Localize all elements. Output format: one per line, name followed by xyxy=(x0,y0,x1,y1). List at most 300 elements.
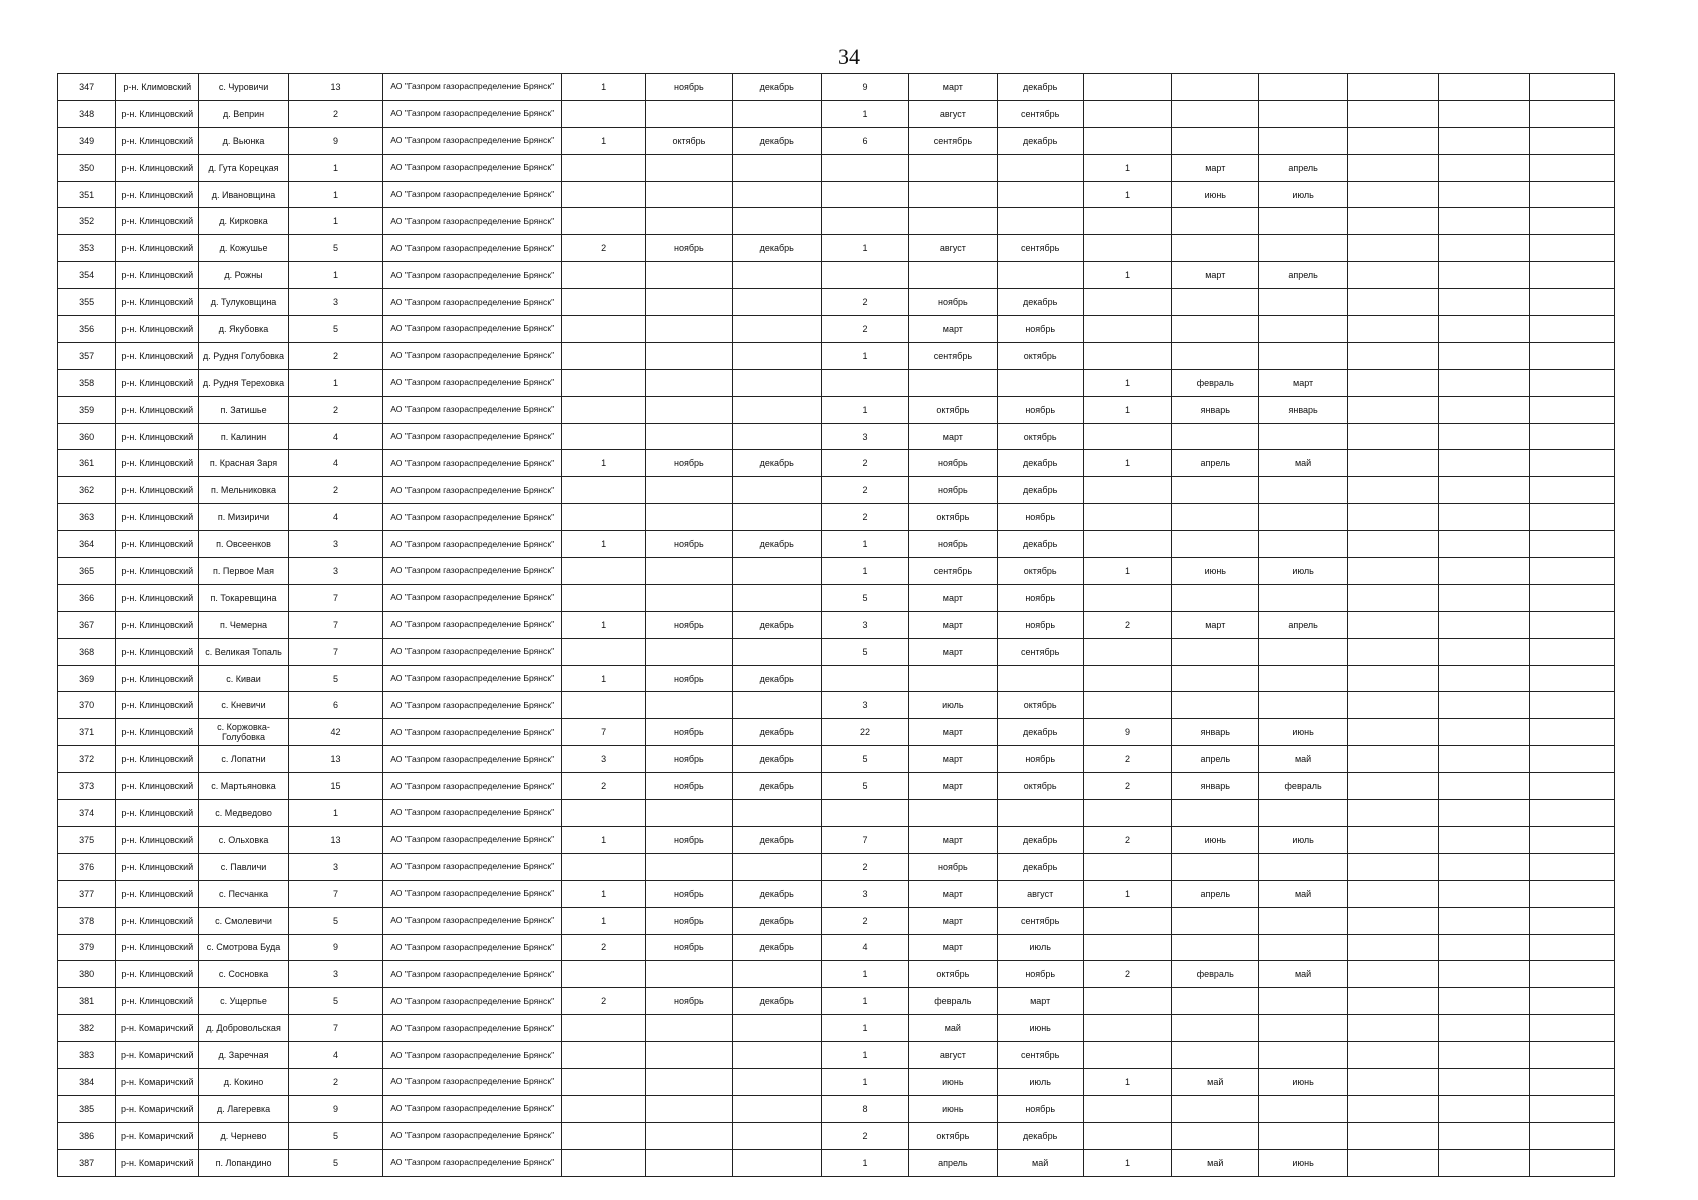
cell-settlement: п. Мизиричи xyxy=(199,504,288,531)
cell-count: 5 xyxy=(288,235,383,262)
cell-count: 4 xyxy=(288,423,383,450)
cell-row-number: 382 xyxy=(58,1015,116,1042)
cell-extra-col-2 xyxy=(1439,369,1529,396)
cell-stage1-end: декабрь xyxy=(732,719,821,746)
cell-count: 13 xyxy=(288,746,383,773)
cell-stage3-start xyxy=(1172,907,1259,934)
cell-stage3-count: 1 xyxy=(1083,369,1171,396)
cell-row-number: 386 xyxy=(58,1122,116,1149)
cell-organization: АО "Газпром газораспределение Брянск" xyxy=(383,907,562,934)
cell-extra-col-2 xyxy=(1439,504,1529,531)
cell-extra-col-3 xyxy=(1529,450,1614,477)
cell-stage1-end xyxy=(732,100,821,127)
cell-settlement: д. Добровольская xyxy=(199,1015,288,1042)
data-table xyxy=(57,73,1615,1177)
cell-settlement: д. Вьюнка xyxy=(199,127,288,154)
cell-stage1-count xyxy=(562,1122,646,1149)
cell-stage3-end xyxy=(1259,477,1347,504)
cell-district: р-н. Клинцовский xyxy=(116,934,199,961)
cell-stage3-end: май xyxy=(1259,746,1347,773)
cell-count: 5 xyxy=(288,907,383,934)
cell-stage1-end: декабрь xyxy=(732,934,821,961)
cell-stage2-count: 2 xyxy=(821,450,908,477)
cell-stage1-count: 1 xyxy=(562,531,646,558)
cell-stage1-end xyxy=(732,1042,821,1069)
cell-extra-col-2 xyxy=(1439,396,1529,423)
table-row xyxy=(58,1015,1615,1042)
cell-organization: АО "Газпром газораспределение Брянск" xyxy=(383,289,562,316)
cell-stage3-start xyxy=(1172,477,1259,504)
cell-stage1-start xyxy=(646,1042,732,1069)
cell-stage3-start xyxy=(1172,638,1259,665)
cell-count: 3 xyxy=(288,961,383,988)
cell-stage3-start xyxy=(1172,692,1259,719)
cell-stage2-start: март xyxy=(909,880,997,907)
cell-district: р-н. Клинцовский xyxy=(116,719,199,746)
cell-stage3-start: март xyxy=(1172,154,1259,181)
cell-stage1-end: декабрь xyxy=(732,773,821,800)
cell-stage3-end xyxy=(1259,692,1347,719)
cell-stage2-end: октябрь xyxy=(997,558,1083,585)
cell-stage3-count: 1 xyxy=(1083,181,1171,208)
cell-district: р-н. Клинцовский xyxy=(116,262,199,289)
cell-stage3-end xyxy=(1259,208,1347,235)
cell-stage1-end xyxy=(732,396,821,423)
cell-stage2-count: 6 xyxy=(821,127,908,154)
cell-extra-col-1 xyxy=(1347,74,1438,101)
cell-district: р-н. Клинцовский xyxy=(116,907,199,934)
cell-extra-col-1 xyxy=(1347,342,1438,369)
cell-stage1-count: 2 xyxy=(562,235,646,262)
cell-stage3-count xyxy=(1083,907,1171,934)
cell-stage3-end xyxy=(1259,800,1347,827)
cell-stage3-end xyxy=(1259,934,1347,961)
cell-stage3-start xyxy=(1172,1042,1259,1069)
cell-stage2-end xyxy=(997,262,1083,289)
cell-extra-col-3 xyxy=(1529,1149,1614,1176)
cell-stage1-count xyxy=(562,181,646,208)
cell-stage2-start: февраль xyxy=(909,988,997,1015)
cell-stage2-start: июль xyxy=(909,692,997,719)
cell-organization: АО "Газпром газораспределение Брянск" xyxy=(383,988,562,1015)
cell-stage1-start xyxy=(646,316,732,343)
cell-count: 2 xyxy=(288,396,383,423)
cell-organization: АО "Газпром газораспределение Брянск" xyxy=(383,396,562,423)
cell-stage1-count xyxy=(562,396,646,423)
cell-stage1-start: ноябрь xyxy=(646,934,732,961)
cell-stage1-end: декабрь xyxy=(732,450,821,477)
cell-extra-col-2 xyxy=(1439,450,1529,477)
cell-stage3-count: 1 xyxy=(1083,1149,1171,1176)
cell-stage1-count xyxy=(562,584,646,611)
cell-extra-col-1 xyxy=(1347,1095,1438,1122)
table-row xyxy=(58,800,1615,827)
cell-count: 1 xyxy=(288,208,383,235)
cell-stage3-start xyxy=(1172,584,1259,611)
cell-stage3-start: февраль xyxy=(1172,369,1259,396)
cell-count: 7 xyxy=(288,584,383,611)
cell-stage2-end xyxy=(997,208,1083,235)
cell-row-number: 374 xyxy=(58,800,116,827)
cell-stage3-end xyxy=(1259,665,1347,692)
cell-stage3-start: май xyxy=(1172,1068,1259,1095)
cell-extra-col-3 xyxy=(1529,1122,1614,1149)
cell-settlement: п. Затишье xyxy=(199,396,288,423)
cell-district: р-н. Клинцовский xyxy=(116,584,199,611)
cell-row-number: 385 xyxy=(58,1095,116,1122)
cell-extra-col-2 xyxy=(1439,638,1529,665)
cell-stage3-start xyxy=(1172,289,1259,316)
cell-count: 13 xyxy=(288,826,383,853)
cell-settlement: д. Кокино xyxy=(199,1068,288,1095)
cell-stage1-count xyxy=(562,961,646,988)
cell-stage1-start xyxy=(646,289,732,316)
cell-settlement: п. Овсеенков xyxy=(199,531,288,558)
cell-settlement: с. Киваи xyxy=(199,665,288,692)
cell-extra-col-1 xyxy=(1347,181,1438,208)
table-row xyxy=(58,961,1615,988)
cell-row-number: 379 xyxy=(58,934,116,961)
cell-extra-col-2 xyxy=(1439,235,1529,262)
cell-settlement: д. Кожушье xyxy=(199,235,288,262)
cell-settlement: д. Заречная xyxy=(199,1042,288,1069)
cell-extra-col-2 xyxy=(1439,773,1529,800)
cell-stage2-end: декабрь xyxy=(997,74,1083,101)
cell-stage2-count: 1 xyxy=(821,531,908,558)
cell-row-number: 377 xyxy=(58,880,116,907)
cell-extra-col-1 xyxy=(1347,853,1438,880)
cell-count: 42 xyxy=(288,719,383,746)
cell-stage3-start: апрель xyxy=(1172,450,1259,477)
cell-count: 2 xyxy=(288,100,383,127)
cell-stage2-start: август xyxy=(909,235,997,262)
cell-stage1-start xyxy=(646,181,732,208)
cell-stage2-end: декабрь xyxy=(997,853,1083,880)
cell-stage1-count: 2 xyxy=(562,988,646,1015)
cell-organization: АО "Газпром газораспределение Брянск" xyxy=(383,1015,562,1042)
cell-stage1-end: декабрь xyxy=(732,74,821,101)
cell-extra-col-1 xyxy=(1347,746,1438,773)
cell-district: р-н. Клинцовский xyxy=(116,127,199,154)
cell-count: 2 xyxy=(288,477,383,504)
cell-stage2-start: март xyxy=(909,584,997,611)
cell-stage2-start xyxy=(909,369,997,396)
cell-extra-col-1 xyxy=(1347,961,1438,988)
cell-row-number: 365 xyxy=(58,558,116,585)
cell-stage1-count xyxy=(562,1068,646,1095)
cell-stage3-start xyxy=(1172,127,1259,154)
cell-stage1-count: 3 xyxy=(562,746,646,773)
cell-district: р-н. Клинцовский xyxy=(116,477,199,504)
cell-stage2-end xyxy=(997,154,1083,181)
table-row xyxy=(58,907,1615,934)
cell-organization: АО "Газпром газораспределение Брянск" xyxy=(383,342,562,369)
cell-stage3-start: июнь xyxy=(1172,558,1259,585)
cell-stage1-count xyxy=(562,1042,646,1069)
cell-stage2-end: июль xyxy=(997,934,1083,961)
cell-stage1-end: декабрь xyxy=(732,531,821,558)
cell-stage2-count xyxy=(821,154,908,181)
cell-count: 4 xyxy=(288,1042,383,1069)
cell-extra-col-1 xyxy=(1347,262,1438,289)
cell-stage1-end xyxy=(732,692,821,719)
cell-stage2-end: ноябрь xyxy=(997,1095,1083,1122)
cell-extra-col-3 xyxy=(1529,531,1614,558)
cell-stage3-end xyxy=(1259,235,1347,262)
cell-extra-col-3 xyxy=(1529,1068,1614,1095)
cell-extra-col-3 xyxy=(1529,934,1614,961)
cell-extra-col-3 xyxy=(1529,773,1614,800)
cell-extra-col-3 xyxy=(1529,181,1614,208)
cell-district: р-н. Клинцовский xyxy=(116,692,199,719)
cell-row-number: 360 xyxy=(58,423,116,450)
cell-stage2-end: декабрь xyxy=(997,477,1083,504)
cell-stage2-end: октябрь xyxy=(997,423,1083,450)
cell-row-number: 362 xyxy=(58,477,116,504)
cell-count: 3 xyxy=(288,853,383,880)
cell-extra-col-1 xyxy=(1347,773,1438,800)
cell-stage2-start: март xyxy=(909,907,997,934)
cell-count: 1 xyxy=(288,154,383,181)
cell-organization: АО "Газпром газораспределение Брянск" xyxy=(383,1042,562,1069)
cell-stage1-start xyxy=(646,800,732,827)
cell-stage3-end: июль xyxy=(1259,181,1347,208)
cell-extra-col-2 xyxy=(1439,262,1529,289)
cell-stage3-count xyxy=(1083,504,1171,531)
cell-stage3-count xyxy=(1083,638,1171,665)
cell-stage2-count: 3 xyxy=(821,880,908,907)
cell-extra-col-1 xyxy=(1347,369,1438,396)
cell-stage2-start: март xyxy=(909,316,997,343)
cell-stage3-start xyxy=(1172,1122,1259,1149)
cell-extra-col-1 xyxy=(1347,665,1438,692)
cell-stage1-end: декабрь xyxy=(732,127,821,154)
cell-stage1-count xyxy=(562,154,646,181)
cell-extra-col-3 xyxy=(1529,719,1614,746)
cell-stage1-count xyxy=(562,558,646,585)
cell-stage3-start xyxy=(1172,1015,1259,1042)
cell-extra-col-2 xyxy=(1439,531,1529,558)
cell-stage1-start: ноябрь xyxy=(646,746,732,773)
cell-stage2-start: октябрь xyxy=(909,1122,997,1149)
cell-extra-col-2 xyxy=(1439,692,1529,719)
cell-stage3-end: май xyxy=(1259,450,1347,477)
cell-district: р-н. Клинцовский xyxy=(116,450,199,477)
cell-stage2-count xyxy=(821,800,908,827)
cell-district: р-н. Клинцовский xyxy=(116,423,199,450)
cell-stage3-start xyxy=(1172,853,1259,880)
cell-row-number: 375 xyxy=(58,826,116,853)
cell-stage1-start xyxy=(646,369,732,396)
cell-stage2-count: 2 xyxy=(821,504,908,531)
cell-stage3-start xyxy=(1172,235,1259,262)
cell-settlement: с. Кневичи xyxy=(199,692,288,719)
cell-stage2-count: 2 xyxy=(821,907,908,934)
cell-stage2-count: 2 xyxy=(821,853,908,880)
cell-stage1-start: ноябрь xyxy=(646,665,732,692)
cell-settlement: д. Гута Корецкая xyxy=(199,154,288,181)
cell-organization: АО "Газпром газораспределение Брянск" xyxy=(383,773,562,800)
cell-district: р-н. Клинцовский xyxy=(116,611,199,638)
cell-extra-col-2 xyxy=(1439,1042,1529,1069)
cell-stage1-start: ноябрь xyxy=(646,907,732,934)
cell-stage2-count: 5 xyxy=(821,638,908,665)
cell-settlement: д. Рудня Тереховка xyxy=(199,369,288,396)
table-row xyxy=(58,450,1615,477)
cell-stage1-end xyxy=(732,154,821,181)
cell-stage2-start: март xyxy=(909,74,997,101)
cell-stage2-start: март xyxy=(909,773,997,800)
cell-stage1-start xyxy=(646,1015,732,1042)
cell-count: 1 xyxy=(288,369,383,396)
cell-stage2-start xyxy=(909,262,997,289)
cell-row-number: 381 xyxy=(58,988,116,1015)
cell-extra-col-2 xyxy=(1439,826,1529,853)
cell-extra-col-1 xyxy=(1347,1149,1438,1176)
cell-extra-col-3 xyxy=(1529,154,1614,181)
cell-stage2-count xyxy=(821,665,908,692)
cell-stage1-end xyxy=(732,1015,821,1042)
cell-extra-col-3 xyxy=(1529,961,1614,988)
cell-extra-col-3 xyxy=(1529,826,1614,853)
cell-extra-col-1 xyxy=(1347,988,1438,1015)
table-row xyxy=(58,100,1615,127)
cell-stage2-start: август xyxy=(909,1042,997,1069)
cell-settlement: д. Рудня Голубовка xyxy=(199,342,288,369)
cell-settlement: д. Лагеревка xyxy=(199,1095,288,1122)
cell-extra-col-1 xyxy=(1347,826,1438,853)
cell-stage3-start xyxy=(1172,316,1259,343)
cell-extra-col-2 xyxy=(1439,289,1529,316)
cell-stage2-start xyxy=(909,181,997,208)
cell-stage2-start: май xyxy=(909,1015,997,1042)
cell-extra-col-2 xyxy=(1439,1095,1529,1122)
cell-stage2-count: 1 xyxy=(821,961,908,988)
cell-row-number: 370 xyxy=(58,692,116,719)
cell-extra-col-1 xyxy=(1347,531,1438,558)
cell-organization: АО "Газпром газораспределение Брянск" xyxy=(383,611,562,638)
cell-row-number: 363 xyxy=(58,504,116,531)
cell-extra-col-3 xyxy=(1529,611,1614,638)
cell-stage3-end: июнь xyxy=(1259,719,1347,746)
cell-extra-col-1 xyxy=(1347,934,1438,961)
cell-district: р-н. Клинцовский xyxy=(116,504,199,531)
cell-count: 7 xyxy=(288,1015,383,1042)
cell-stage3-count xyxy=(1083,692,1171,719)
table-row xyxy=(58,826,1615,853)
table-row xyxy=(58,127,1615,154)
cell-stage1-count: 2 xyxy=(562,934,646,961)
cell-stage1-count: 1 xyxy=(562,826,646,853)
cell-stage3-count xyxy=(1083,531,1171,558)
cell-row-number: 367 xyxy=(58,611,116,638)
cell-organization: АО "Газпром газораспределение Брянск" xyxy=(383,1122,562,1149)
cell-extra-col-3 xyxy=(1529,853,1614,880)
cell-count: 15 xyxy=(288,773,383,800)
cell-stage3-end xyxy=(1259,100,1347,127)
cell-district: р-н. Клинцовский xyxy=(116,746,199,773)
cell-row-number: 351 xyxy=(58,181,116,208)
cell-extra-col-3 xyxy=(1529,74,1614,101)
cell-stage3-start xyxy=(1172,531,1259,558)
cell-stage2-count: 4 xyxy=(821,934,908,961)
cell-stage3-count xyxy=(1083,289,1171,316)
cell-stage2-start: март xyxy=(909,826,997,853)
cell-stage3-count xyxy=(1083,100,1171,127)
cell-row-number: 366 xyxy=(58,584,116,611)
cell-stage3-start: апрель xyxy=(1172,880,1259,907)
cell-stage2-count: 1 xyxy=(821,235,908,262)
table-row xyxy=(58,342,1615,369)
table-row xyxy=(58,1149,1615,1176)
cell-stage3-count: 2 xyxy=(1083,961,1171,988)
cell-stage1-start xyxy=(646,638,732,665)
cell-stage2-count: 2 xyxy=(821,289,908,316)
cell-stage2-start: ноябрь xyxy=(909,477,997,504)
cell-stage1-start: октябрь xyxy=(646,127,732,154)
cell-stage2-end: сентябрь xyxy=(997,907,1083,934)
cell-stage1-end xyxy=(732,853,821,880)
cell-stage2-start: март xyxy=(909,423,997,450)
cell-organization: АО "Газпром газораспределение Брянск" xyxy=(383,934,562,961)
cell-stage1-start: ноябрь xyxy=(646,826,732,853)
cell-stage3-end xyxy=(1259,1015,1347,1042)
cell-extra-col-1 xyxy=(1347,154,1438,181)
cell-stage3-end xyxy=(1259,853,1347,880)
cell-extra-col-3 xyxy=(1529,504,1614,531)
cell-stage2-count: 3 xyxy=(821,611,908,638)
cell-stage2-end: сентябрь xyxy=(997,638,1083,665)
cell-stage1-count xyxy=(562,638,646,665)
cell-stage2-count: 1 xyxy=(821,1149,908,1176)
cell-organization: АО "Газпром газораспределение Брянск" xyxy=(383,477,562,504)
cell-extra-col-1 xyxy=(1347,208,1438,235)
table-row xyxy=(58,531,1615,558)
cell-extra-col-1 xyxy=(1347,127,1438,154)
cell-stage1-start xyxy=(646,1095,732,1122)
cell-extra-col-1 xyxy=(1347,316,1438,343)
cell-stage2-count: 9 xyxy=(821,74,908,101)
cell-stage1-end xyxy=(732,477,821,504)
cell-row-number: 356 xyxy=(58,316,116,343)
table-row xyxy=(58,181,1615,208)
cell-extra-col-2 xyxy=(1439,746,1529,773)
cell-row-number: 372 xyxy=(58,746,116,773)
cell-stage2-count: 22 xyxy=(821,719,908,746)
cell-count: 7 xyxy=(288,611,383,638)
cell-extra-col-3 xyxy=(1529,558,1614,585)
table-row xyxy=(58,423,1615,450)
cell-stage1-start xyxy=(646,1122,732,1149)
cell-stage2-count: 5 xyxy=(821,773,908,800)
cell-stage3-end: январь xyxy=(1259,396,1347,423)
cell-stage1-end xyxy=(732,262,821,289)
cell-row-number: 361 xyxy=(58,450,116,477)
cell-stage1-start xyxy=(646,1149,732,1176)
cell-stage2-start: август xyxy=(909,100,997,127)
cell-settlement: п. Калинин xyxy=(199,423,288,450)
cell-stage2-count: 1 xyxy=(821,342,908,369)
cell-stage3-start xyxy=(1172,1095,1259,1122)
cell-stage3-count xyxy=(1083,934,1171,961)
cell-extra-col-1 xyxy=(1347,800,1438,827)
cell-stage3-count: 2 xyxy=(1083,746,1171,773)
cell-row-number: 355 xyxy=(58,289,116,316)
cell-extra-col-3 xyxy=(1529,477,1614,504)
cell-extra-col-3 xyxy=(1529,880,1614,907)
cell-stage3-count: 2 xyxy=(1083,826,1171,853)
cell-organization: АО "Газпром газораспределение Брянск" xyxy=(383,558,562,585)
